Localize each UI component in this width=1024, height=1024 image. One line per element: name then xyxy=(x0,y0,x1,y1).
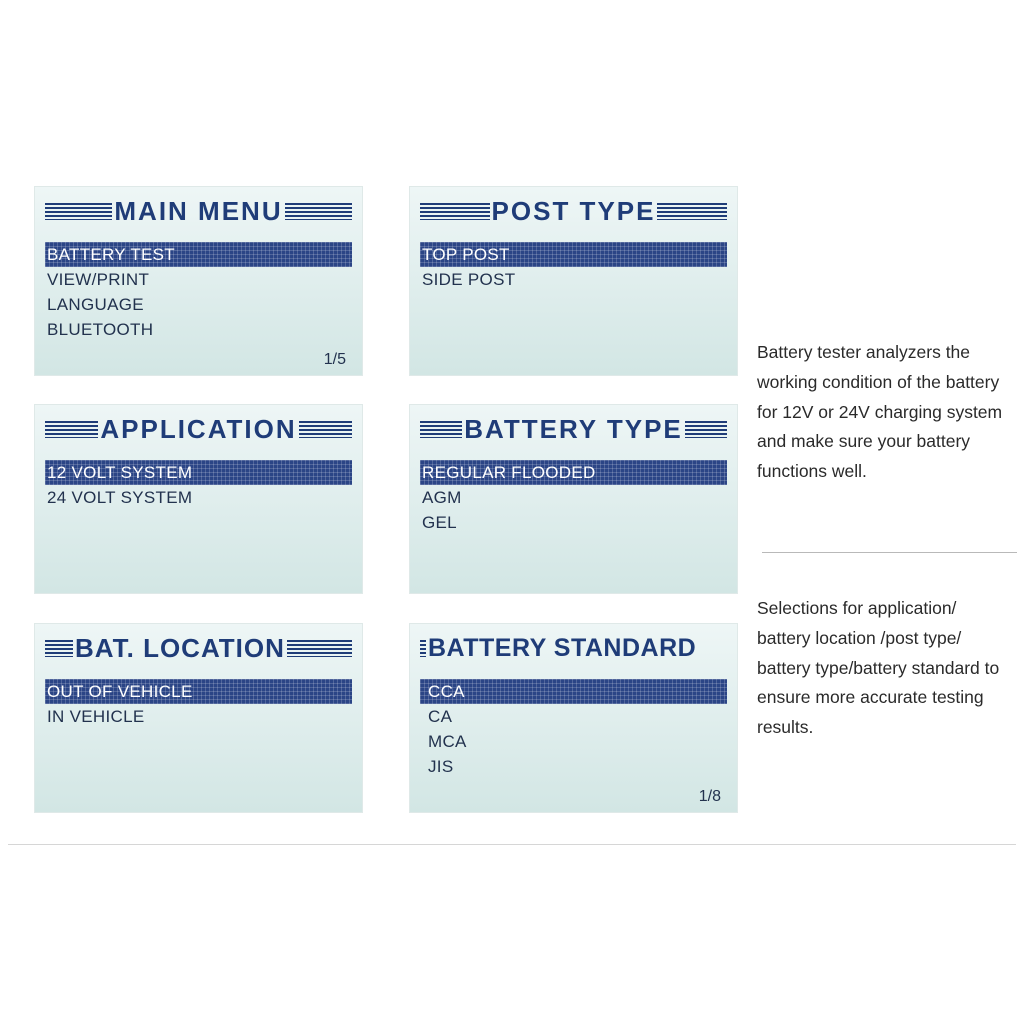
battery-type-screen xyxy=(409,404,738,594)
title-decoration-lines xyxy=(657,203,727,220)
screen-title-bar xyxy=(45,196,352,226)
screen-title-bar xyxy=(420,196,727,226)
screen-title-bar xyxy=(420,633,727,663)
menu-item[interactable]: VIEW/PRINT xyxy=(47,270,150,289)
screen-title: BATTERY TYPE xyxy=(464,414,683,444)
menu-list xyxy=(420,460,727,535)
application-screen xyxy=(34,404,363,594)
menu-list xyxy=(45,679,352,729)
screen-title: MAIN MENU xyxy=(114,196,283,226)
menu-item[interactable]: JIS xyxy=(428,757,454,776)
page-indicator: 1/8 xyxy=(698,788,721,805)
menu-list xyxy=(420,679,727,779)
screen-title-bar xyxy=(45,633,352,663)
title-decoration-lines xyxy=(420,203,490,220)
menu-item-selected[interactable]: OUT OF VEHICLE xyxy=(45,679,352,704)
screen-title: APPLICATION xyxy=(100,414,297,444)
menu-item[interactable]: IN VEHICLE xyxy=(47,707,145,726)
title-decoration-lines xyxy=(45,203,112,220)
menu-item-selected[interactable]: CCA xyxy=(420,679,727,704)
menu-item[interactable]: MCA xyxy=(428,732,467,751)
title-decoration-lines xyxy=(287,640,352,657)
menu-list xyxy=(420,242,727,292)
section-divider xyxy=(762,552,1017,553)
title-decoration-lines xyxy=(685,421,727,438)
screen-title-bar xyxy=(420,414,727,444)
menu-item-selected[interactable]: REGULAR FLOODED xyxy=(420,460,727,485)
screen-title-bar xyxy=(45,414,352,444)
menu-item[interactable]: CA xyxy=(428,707,453,726)
menu-item[interactable]: SIDE POST xyxy=(422,270,516,289)
menu-item[interactable]: BLUETOOTH xyxy=(47,320,154,339)
title-decoration-lines xyxy=(420,421,462,438)
menu-item[interactable]: 24 VOLT SYSTEM xyxy=(47,488,193,507)
battery-location-screen xyxy=(34,623,363,813)
title-decoration-lines xyxy=(45,640,73,657)
description-text-second: Selections for application/ battery location /post type/ battery type/battery standard to ensure more accurate testing results. xyxy=(757,598,1000,738)
menu-item[interactable]: LANGUAGE xyxy=(47,295,144,314)
menu-item-selected[interactable]: TOP POST xyxy=(420,242,727,267)
title-decoration-lines xyxy=(285,203,352,220)
page-indicator: 1/5 xyxy=(323,351,346,368)
title-decoration-lines xyxy=(45,421,98,438)
menu-item-selected[interactable]: 12 VOLT SYSTEM xyxy=(45,460,352,485)
menu-item[interactable]: AGM xyxy=(422,488,462,507)
menu-list xyxy=(45,242,352,342)
menu-item[interactable]: GEL xyxy=(422,513,457,532)
screen-title: BATTERY STANDARD xyxy=(428,634,697,662)
screen-title: POST TYPE xyxy=(491,196,656,226)
menu-list xyxy=(45,460,352,510)
menu-item-selected[interactable]: BATTERY TEST xyxy=(45,242,352,267)
battery-standard-screen xyxy=(409,623,738,813)
bottom-divider xyxy=(8,844,1016,845)
post-type-screen xyxy=(409,186,738,376)
description-text-first: Battery tester analyzers the working condition of the battery for 12V or 24V charging system and make sure your battery functions well. xyxy=(757,342,1003,482)
main-menu-screen xyxy=(34,186,363,376)
title-decoration-lines xyxy=(299,421,352,438)
screen-title: BAT. LOCATION xyxy=(75,633,285,663)
